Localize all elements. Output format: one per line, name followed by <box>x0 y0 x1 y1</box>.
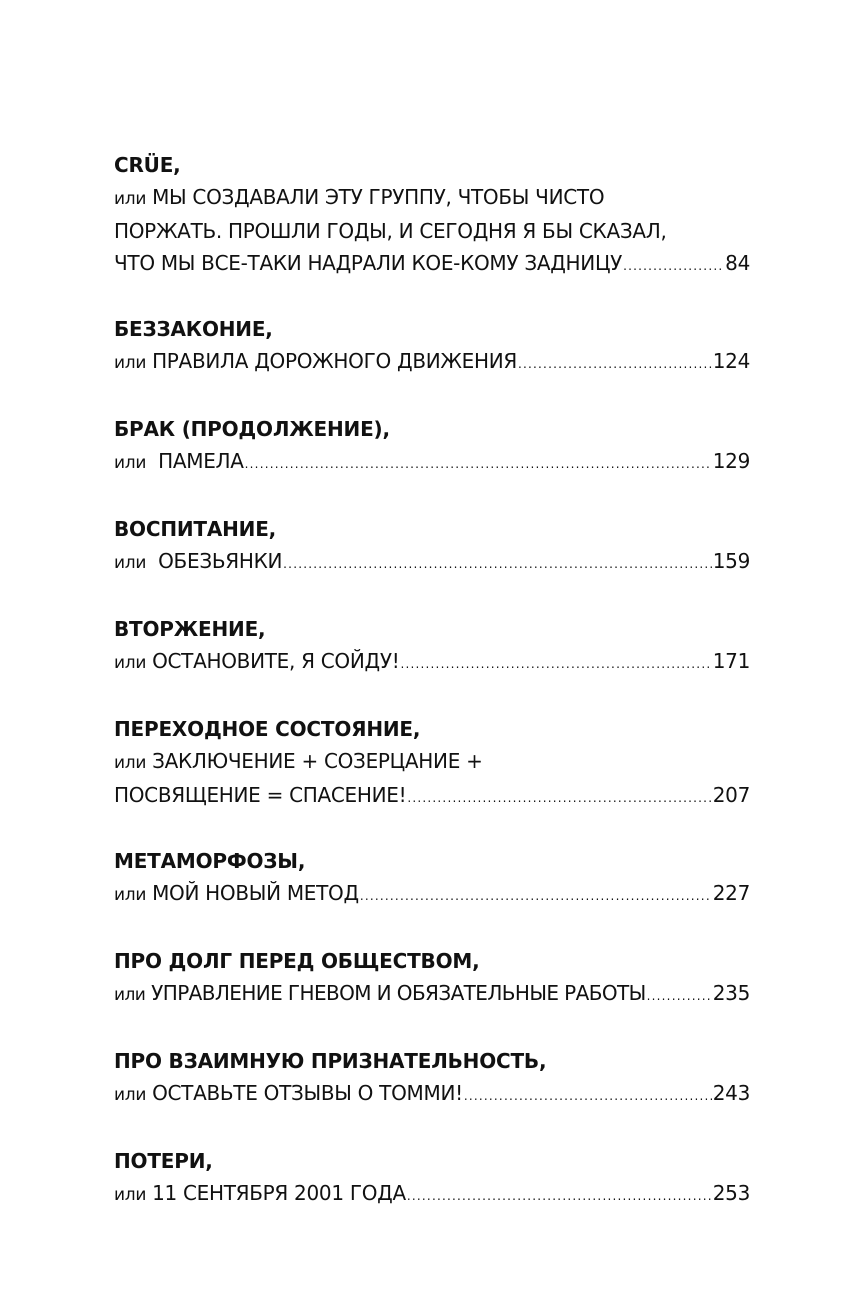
chapter-subtitle-line: ПОРЖАТЬ. ПРОШЛИ ГОДЫ, И СЕГОДНЯ Я БЫ СКАЗАЛ, <box>114 219 667 243</box>
dot-leader <box>245 454 712 474</box>
dot-leader <box>407 1186 712 1206</box>
dot-leader <box>400 654 711 674</box>
subtitle-text: ПОСВЯЩЕНИЕ = СПАСЕНИЕ! <box>114 783 407 807</box>
dot-leader <box>283 554 712 574</box>
toc-entry <box>114 413 750 479</box>
subtitle-text: ОСТАВЬТЕ ОТЗЫВЫ О ТОММИ! <box>152 1081 463 1105</box>
subtitle-text: ПАМЕЛА <box>152 449 244 473</box>
ili-label: или <box>114 353 147 373</box>
toc-leader-row[interactable] <box>114 247 750 279</box>
subtitle-text: ЧТО МЫ ВСЕ-ТАКИ НАДРАЛИ КОЕ-КОМУ ЗАДНИЦУ <box>114 251 623 275</box>
chapter-title: МЕТАМОРФОЗЫ, <box>114 849 306 873</box>
toc-leader-row[interactable] <box>114 545 750 579</box>
page-number: 159 <box>712 549 750 573</box>
ili-label: или <box>114 1085 147 1105</box>
toc-entry <box>114 945 750 1011</box>
chapter-subtitle-line <box>114 745 750 779</box>
chapter-title: CRÜE, <box>114 153 181 177</box>
dot-leader <box>360 886 712 906</box>
toc-leader-row[interactable] <box>114 645 750 679</box>
chapter-title: ВТОРЖЕНИЕ, <box>114 617 266 641</box>
toc-entry <box>114 1045 750 1111</box>
dot-leader <box>407 788 711 808</box>
subtitle-text: ПРАВИЛА ДОРОЖНОГО ДВИЖЕНИЯ <box>152 349 517 373</box>
toc-leader-row[interactable] <box>114 1077 750 1111</box>
subtitle-text: ОСТАНОВИТЕ, Я СОЙДУ! <box>152 649 400 673</box>
chapter-title: ПЕРЕХОДНОЕ СОСТОЯНИЕ, <box>114 717 421 741</box>
ili-label: или <box>114 753 147 773</box>
toc-entry <box>114 513 750 579</box>
toc-leader-row[interactable] <box>114 779 750 811</box>
toc-entry <box>114 613 750 679</box>
toc-leader-row[interactable] <box>114 445 750 479</box>
toc-entry <box>114 845 750 911</box>
chapter-title: ПРО ДОЛГ ПЕРЕД ОБЩЕСТВОМ, <box>114 949 480 973</box>
ili-label: или <box>114 885 147 905</box>
page-number: 124 <box>712 349 750 373</box>
page-number: 171 <box>712 649 750 673</box>
ili-label: или <box>114 189 147 209</box>
page-number: 207 <box>712 783 750 807</box>
page-number: 253 <box>712 1181 750 1205</box>
chapter-title: ПРО ВЗАИМНУЮ ПРИЗНАТЕЛЬНОСТЬ, <box>114 1049 547 1073</box>
ili-label: или <box>114 1185 147 1205</box>
subtitle-text: 11 СЕНТЯБРЯ 2001 ГОДА <box>152 1181 406 1205</box>
dot-leader <box>647 986 712 1006</box>
table-of-contents <box>114 149 750 1245</box>
ili-label: или <box>114 453 147 473</box>
subtitle-text: УПРАВЛЕНИЕ ГНЕВОМ И ОБЯЗАТЕЛЬНЫЕ РАБОТЫ <box>151 981 646 1005</box>
ili-label: или <box>114 653 147 673</box>
page-number: 129 <box>712 449 750 473</box>
page-number: 227 <box>712 881 750 905</box>
chapter-title: ПОТЕРИ, <box>114 1149 213 1173</box>
subtitle-text: ОБЕЗЬЯНКИ <box>152 549 283 573</box>
page-number: 243 <box>712 1081 750 1105</box>
dot-leader <box>623 256 724 276</box>
toc-leader-row[interactable] <box>114 977 750 1011</box>
toc-entry <box>114 1145 750 1211</box>
chapter-subtitle-line <box>114 181 750 215</box>
subtitle-text: МОЙ НОВЫЙ МЕТОД <box>152 881 359 905</box>
chapter-title: БРАК (ПРОДОЛЖЕНИЕ), <box>114 417 390 441</box>
subtitle-text: МЫ СОЗДАВАЛИ ЭТУ ГРУППУ, ЧТОБЫ ЧИСТО <box>152 185 605 209</box>
ili-label: или <box>114 985 146 1005</box>
chapter-title: БЕЗЗАКОНИЕ, <box>114 317 273 341</box>
chapter-title: ВОСПИТАНИЕ, <box>114 517 277 541</box>
toc-leader-row[interactable] <box>114 877 750 911</box>
toc-leader-row[interactable] <box>114 1177 750 1211</box>
toc-entry <box>114 149 750 279</box>
page-number: 84 <box>725 251 750 275</box>
ili-label: или <box>114 553 147 573</box>
toc-leader-row[interactable] <box>114 345 750 379</box>
subtitle-text: ЗАКЛЮЧЕНИЕ + СОЗЕРЦАНИЕ + <box>152 749 483 773</box>
toc-entry <box>114 713 750 811</box>
dot-leader <box>518 354 712 374</box>
page-number: 235 <box>712 981 750 1005</box>
toc-entry <box>114 313 750 379</box>
dot-leader <box>464 1086 712 1106</box>
